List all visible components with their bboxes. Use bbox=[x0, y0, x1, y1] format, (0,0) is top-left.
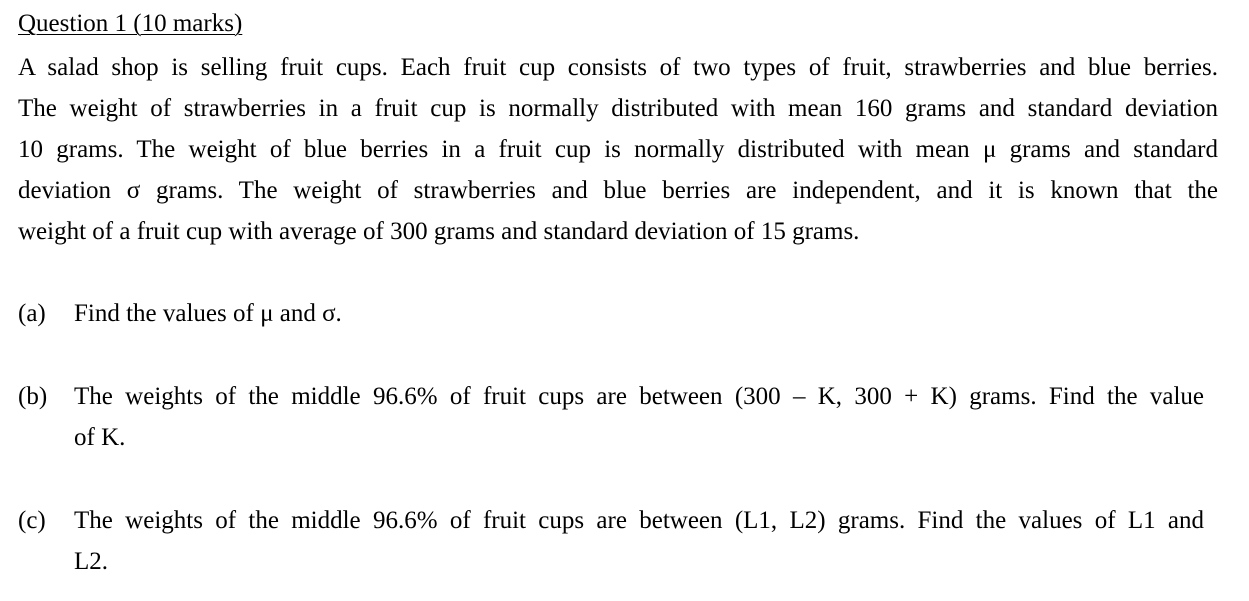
part-b bbox=[18, 376, 1218, 458]
part-text-line: Find the values of μ and σ. bbox=[74, 300, 342, 327]
paragraph-line: deviation σ grams. The weight of strawberries and blue berries are independent, and it is known that the bbox=[18, 177, 1218, 204]
paragraph-line: A salad shop is selling fruit cups. Each fruit cup consists of two types of fruit, strawberries and blue berries. bbox=[18, 54, 1218, 81]
question-heading: Question 1 (10 marks) bbox=[18, 10, 243, 37]
part-text-line: L2. bbox=[74, 548, 109, 575]
question-paragraph bbox=[18, 47, 1218, 252]
paragraph-line: 10 grams. The weight of blue berries in a fruit cup is normally distributed with mean μ grams and standard bbox=[18, 136, 1218, 163]
part-text-line: The weights of the middle 96.6% of fruit cups are between (300 – K, 300 + K) grams. Find the value bbox=[74, 383, 1204, 410]
paragraph-line: The weight of strawberries in a fruit cup is normally distributed with mean 160 grams and standard deviation bbox=[18, 95, 1218, 122]
part-c bbox=[18, 500, 1218, 582]
part-text-line: The weights of the middle 96.6% of fruit cups are between (L1, L2) grams. Find the values of L1 and bbox=[74, 507, 1204, 534]
part-label: (c) bbox=[18, 507, 46, 534]
part-text-line: of K. bbox=[74, 424, 126, 451]
part-a bbox=[18, 293, 1218, 334]
paragraph-line: weight of a fruit cup with average of 300 grams and standard deviation of 15 grams. bbox=[18, 218, 860, 245]
part-label: (b) bbox=[18, 383, 48, 410]
part-label: (a) bbox=[18, 300, 46, 327]
